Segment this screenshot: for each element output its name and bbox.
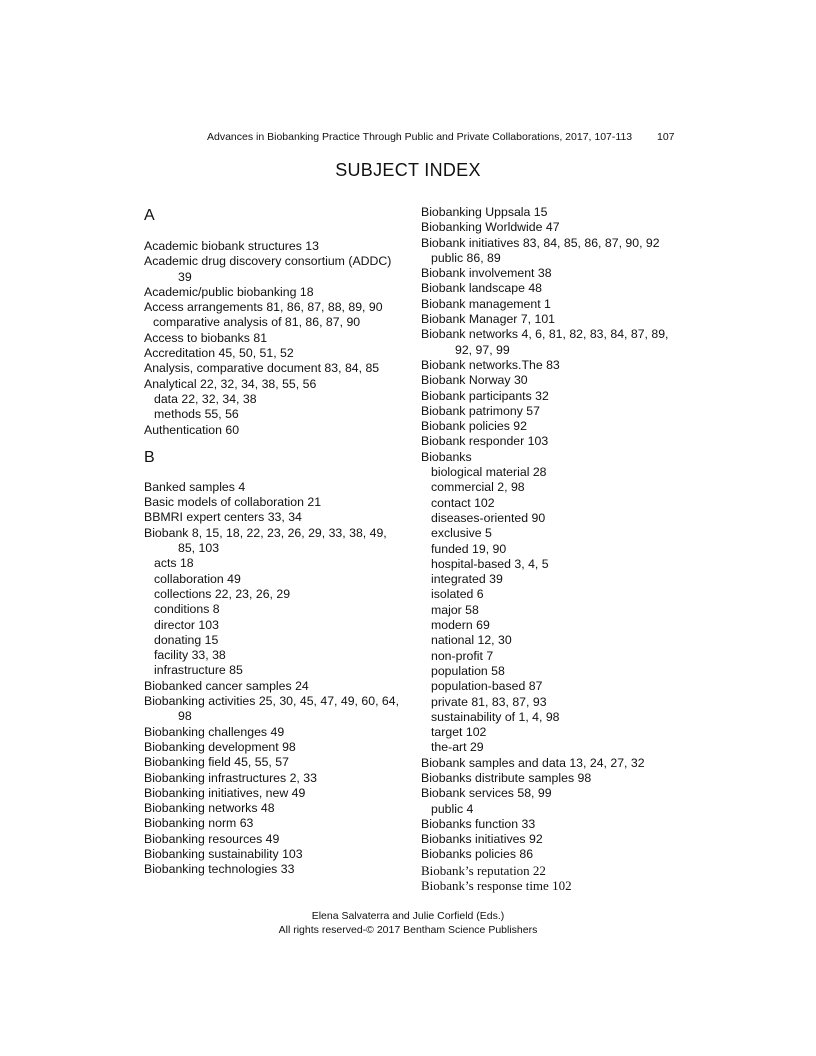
index-subentry: public 86, 89 [431,250,501,265]
page-title: SUBJECT INDEX [335,160,481,180]
index-entry: BBMRI expert centers 33, 34 [144,510,302,525]
index-entry: Banked samples 4 [144,479,246,494]
index-subentry: private 81, 83, 87, 93 [431,694,547,709]
index-column-right [421,205,681,893]
index-subentry: director 103 [154,617,219,632]
index-entry: Access arrangements 81, 86, 87, 88, 89, 90 [144,300,383,315]
index-entry: Biobanking challenges 49 [144,724,285,739]
index-subentry: contact 102 [431,495,495,510]
index-entry: Biobank policies 92 [421,419,527,434]
index-entry: Biobank initiatives 83, 84, 85, 86, 87, 90, 92 [421,235,660,250]
index-subentry: collections 22, 23, 26, 29 [154,586,291,601]
index-entry: Biobank patrimony 57 [421,403,540,418]
index-subentry: national 12, 30 [431,633,512,648]
index-entry: Biobanking Uppsala 15 [421,205,548,219]
index-entry: Analysis, comparative document 83, 84, 85 [144,361,380,376]
footer-editors: Elena Salvaterra and Julie Corfield (Eds.) [311,910,505,922]
page-number: 107 [657,131,675,143]
index-subentry: conditions 8 [154,602,220,617]
index-subentry: hospital-based 3, 4, 5 [431,556,549,571]
index-subentry: modern 69 [431,618,490,633]
index-entry: Biobank networks.The 83 [421,357,560,372]
index-entry: Biobanking norm 63 [144,816,254,831]
footer-copyright: All rights reserved-© 2017 Bentham Science Publishers [278,923,538,936]
index-entry: Biobanks function 33 [421,816,536,831]
index-subentry: target 102 [431,725,487,740]
index-entry: Biobanking sustainability 103 [144,846,303,861]
index-subentry: commercial 2, 98 [431,480,525,495]
index-entry: Accreditation 45, 50, 51, 52 [144,346,294,361]
index-entry: Biobank’s response time 102 [421,878,572,894]
index-subentry: data 22, 32, 34, 38 [154,391,257,406]
index-subentry: isolated 6 [431,587,484,602]
index-subentry: diseases-oriented 90 [431,510,546,525]
index-subentry: the-art 29 [431,740,484,755]
index-entry: Biobanking development 98 [144,739,296,754]
running-header: Advances in Biobanking Practice Through Public and Private Collaborations, 2017, 107-113 [207,131,633,143]
index-entry: Biobank 8, 15, 18, 22, 23, 26, 29, 33, 38, 49, 85, 103 [144,525,387,556]
index-entry: Basic models of collaboration 21 [144,495,322,510]
index-entry: Biobank’s reputation 22 [421,862,546,878]
index-entry: Biobank networks 4, 6, 81, 82, 83, 84, 87, 89, 92, 97, 99 [421,327,669,357]
index-entry: Biobank samples and data 13, 24, 27, 32 [421,755,645,770]
index-subentry: facility 33, 38 [154,648,226,663]
index-entry: Biobanking Worldwide 47 [421,220,560,235]
index-subentry: public 4 [431,801,474,816]
index-entry: Academic drug discovery consortium (ADDC) 39 [144,254,392,284]
index-subentry: funded 19, 90 [431,541,507,556]
page-footer [0,910,816,937]
index-entry: Biobanks [421,449,472,464]
index-column-left [144,200,406,878]
index-subentry: comparative analysis of 81, 86, 87, 90 [153,315,361,330]
index-subentry: integrated 39 [431,572,503,587]
index-entry: Biobank services 58, 99 [421,786,552,801]
index-entry: Biobanking initiatives, new 49 [144,785,306,800]
index-entry: Biobank Norway 30 [421,373,528,388]
index-subentry: exclusive 5 [431,526,492,541]
index-entry: Biobank management 1 [421,296,551,311]
index-subentry: donating 15 [154,632,219,647]
index-entry: Biobank responder 103 [421,434,549,449]
index-entry: Biobank Manager 7, 101 [421,312,555,327]
index-subentry: infrastructure 85 [154,663,243,678]
section-letter-a: A [144,207,155,224]
index-entry: Biobanking field 45, 55, 57 [144,755,289,770]
index-subentry: acts 18 [154,556,194,571]
index-subentry: major 58 [431,602,479,617]
index-entry: Biobank participants 32 [421,388,549,403]
index-entry: Biobanked cancer samples 24 [144,678,309,693]
index-entry: Biobanking technologies 33 [144,862,295,877]
index-entry: Academic biobank structures 13 [144,239,319,253]
index-entry: Biobank involvement 38 [421,266,552,281]
index-entry: Biobank landscape 48 [421,281,543,296]
index-entry: Authentication 60 [144,422,240,437]
index-entry: Biobanks distribute samples 98 [421,770,592,785]
index-subentry: collaboration 49 [154,571,241,586]
index-entry: Biobanking activities 25, 30, 45, 47, 49, 60, 64, 98 [144,694,399,724]
section-letter-b: B [144,448,155,466]
index-entry: Academic/public biobanking 18 [144,284,314,299]
index-entry: Biobanks policies 86 [421,847,534,862]
index-subentry: sustainability of 1, 4, 98 [431,709,560,724]
index-subentry: population 58 [431,663,505,678]
index-subentry: biological material 28 [431,465,547,480]
index-entry: Biobanks initiatives 92 [421,832,543,847]
index-entry: Biobanking networks 48 [144,801,275,816]
index-subentry: population-based 87 [431,679,543,694]
index-entry: Analytical 22, 32, 34, 38, 55, 56 [144,376,317,391]
index-entry: Biobanking resources 49 [144,831,280,846]
index-entry: Biobanking infrastructures 2, 33 [144,770,317,785]
index-subentry: methods 55, 56 [154,407,239,422]
index-subentry: non-profit 7 [431,648,494,663]
index-entry: Access to biobanks 81 [144,330,268,345]
